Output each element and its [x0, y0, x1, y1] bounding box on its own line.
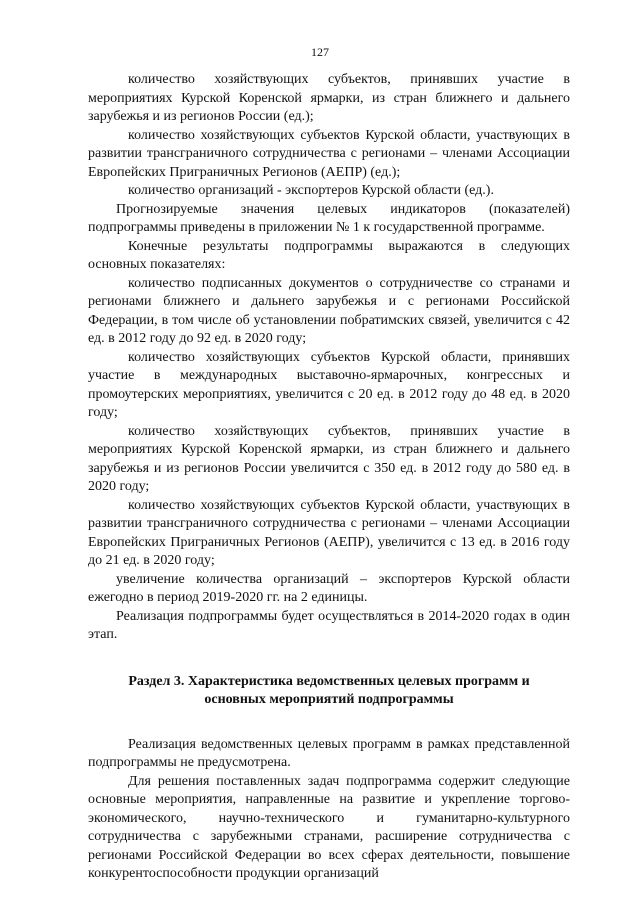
paragraph: количество хозяйствующих субъектов Курской области, участвующих в развитии трансграничного сотрудничества с регионами – членами Ассоциации Европейских Приграничных Регионов (АЕПР), увеличится с 13 ед. в 2016 году до 21 ед. в 2020 году; — [88, 497, 570, 568]
paragraph: количество хозяйствующих субъектов Курской области, принявших участие в международных выставочно-ярмарочных, конгрессных и промоутерских мероприятиях, увеличится с 20 ед. в 2012 году до 48 ед. в 2020 году; — [88, 349, 570, 420]
paragraph: количество подписанных документов о сотрудничестве со странами и регионами ближнего и дальнего зарубежья и с регионами Российской Федерации, в том числе об установлении побратимских связей, увеличится с 42 ед. в 2012 году до 92 ед. в 2020 году; — [88, 275, 570, 346]
section-title-line: основных мероприятий подпрограммы — [204, 692, 454, 707]
paragraph: количество организаций - экспортеров Курской области (ед.). — [128, 183, 494, 198]
paragraph: Реализация подпрограммы будет осуществляться в 2014-2020 годах в один этап. — [88, 608, 570, 642]
section-title-line: Раздел 3. Характеристика ведомственных целевых программ и — [128, 673, 530, 689]
paragraph: Конечные результаты подпрограммы выражаются в следующих основных показателях: — [88, 238, 570, 272]
paragraph: Прогнозируемые значения целевых индикаторов (показателей) подпрограммы приведены в приложении № 1 к государственной программе. — [88, 201, 570, 235]
spacer — [88, 710, 570, 736]
page-number: 127 — [311, 45, 329, 59]
paragraph: увеличение количества организаций – экспортеров Курской области ежегодно в период 2019-2020 гг. на 2 единицы. — [88, 571, 570, 605]
paragraph: количество хозяйствующих субъектов, принявших участие в мероприятиях Курской Коренской ярмарки, из стран ближнего и дальнего зарубежья и из регионов России увеличится с 350 ед. в 2012 году до 580 ед. в 2020 году; — [88, 423, 570, 494]
paragraph: количество хозяйствующих субъектов Курской области, участвующих в развитии трансграничного сотрудничества с регионами – членами Ассоциации Европейских Приграничных Регионов (АЕПР) (ед.); — [88, 127, 570, 180]
spacer — [88, 645, 570, 673]
paragraph: Для решения поставленных задач подпрограмма содержит следующие основные мероприятия, направленные на развитие и укрепление торгово-экономического, научно-технического и гуманитарно-культурного сотрудничества с зарубежными странами, расширение сотрудничества с регионами Российской Федерации во всех сферах деятельности, повышение конкурентоспособности продукции организаций — [88, 773, 570, 881]
page-content — [88, 71, 570, 884]
paragraph: Реализация ведомственных целевых программ в рамках представленной подпрограммы не предусмотрена. — [88, 736, 570, 770]
paragraph: количество хозяйствующих субъектов, принявших участие в мероприятиях Курской Коренской ярмарки, из стран ближнего и дальнего зарубежья и из регионов России (ед.); — [88, 72, 570, 124]
